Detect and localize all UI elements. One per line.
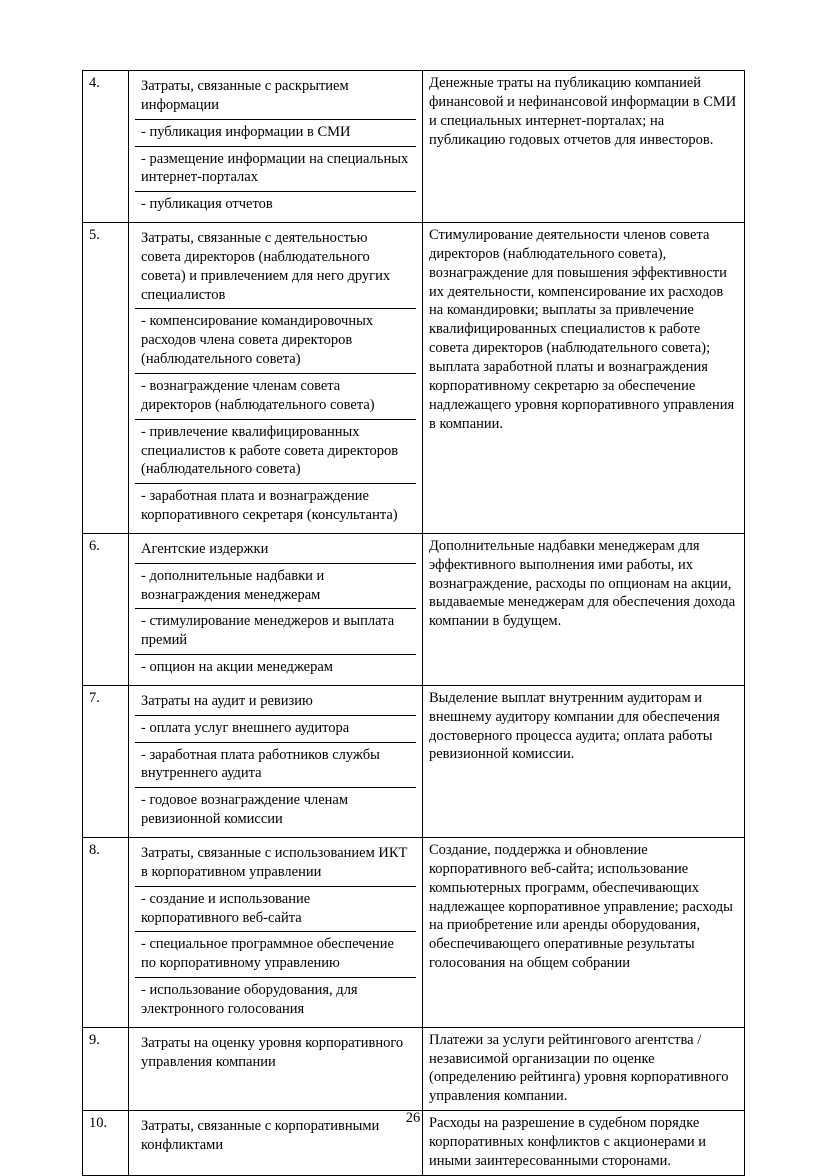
page-number: 26	[405, 1110, 421, 1126]
row-category	[129, 223, 423, 534]
row-number: 7.	[83, 685, 129, 837]
category-subitems	[135, 308, 416, 528]
cost-classification-table	[82, 70, 745, 1176]
list-item: - заработная плата работников службы внутреннего аудита	[135, 742, 416, 788]
list-item: - размещение информации на специальных интернет-порталах	[135, 146, 416, 192]
list-item: - опцион на акции менеджерам	[135, 654, 416, 681]
row-description: Стимулирование деятельности членов совета директоров (наблюдательного совета), вознаграждение для повышения эффективности их деятельности, компенсирование их расходов на командировки; выплаты за привлечение квалифицированных специалистов к работе совета директоров (наблюдательного совета); выплата заработной платы и вознаграждения корпоративному секретарю за обеспечение надлежащего уровня корпоративного управления в компании.	[423, 223, 745, 534]
table-row	[83, 223, 745, 534]
category-title: Затраты, связанные с деятельностью совета директоров (наблюдательного совета) и привлечением для него других специалистов	[141, 230, 391, 303]
list-item: - стимулирование менеджеров и выплата премий	[135, 608, 416, 654]
row-category	[129, 1027, 423, 1110]
category-subitems	[135, 886, 416, 1023]
row-number: 4.	[83, 71, 129, 223]
list-item: - компенсирование командировочных расходов члена совета директоров (наблюдательного совета)	[135, 308, 416, 373]
list-item: - создание и использование корпоративного веб-сайта	[135, 886, 416, 932]
table-row	[83, 685, 745, 837]
list-item: - специальное программное обеспечение по корпоративному управлению	[135, 931, 416, 977]
category-subitems	[135, 563, 416, 681]
row-category	[129, 838, 423, 1028]
list-item: - дополнительные надбавки и вознаграждения менеджерам	[135, 563, 416, 609]
list-item: - заработная плата и вознаграждение корпоративного секретаря (консультанта)	[135, 483, 416, 529]
list-item: - годовое вознаграждение членам ревизионной комиссии	[135, 787, 416, 833]
table-row	[83, 533, 745, 685]
list-item: - использование оборудования, для электронного голосования	[135, 977, 416, 1023]
category-subitems	[135, 119, 416, 218]
row-description: Дополнительные надбавки менеджерам для эффективного выполнения ими работы, их вознаграждение, расходы по опционам на акции, выдаваемые менеджерам для обеспечения дохода компании в будущем.	[423, 533, 745, 685]
row-description: Расходы на разрешение в судебном порядке корпоративных конфликтов с акционерами и иными заинтересованными сторонами.	[423, 1111, 745, 1176]
category-title: Затраты, связанные с корпоративными конфликтами	[141, 1118, 380, 1153]
row-number: 10.	[83, 1111, 129, 1176]
table-row	[83, 71, 745, 223]
list-item: - публикация отчетов	[135, 191, 416, 218]
category-subitems	[135, 715, 416, 833]
list-item: - публикация информации в СМИ	[135, 119, 416, 146]
row-description: Создание, поддержка и обновление корпоративного веб-сайта; использование компьютерных программ, обеспечивающих надлежащее корпоративное управление; расходы на приобретение или аренды оборудования, обеспечивающего оперативные результаты голосования на общем собрании	[423, 838, 745, 1028]
row-description: Денежные траты на публикацию компанией финансовой и нефинансовой информации в СМИ и специальных интернет-порталах; на публикацию годовых отчетов для инвесторов.	[423, 71, 745, 223]
table-row	[83, 838, 745, 1028]
category-title: Агентские издержки	[141, 540, 269, 557]
category-title: Затраты, связанные с использованием ИКТ в корпоративном управлении	[141, 845, 408, 880]
row-number: 9.	[83, 1027, 129, 1110]
row-number: 6.	[83, 533, 129, 685]
table-row	[83, 1027, 745, 1110]
row-category	[129, 71, 423, 223]
row-category	[129, 685, 423, 837]
list-item: - вознаграждение членам совета директоров (наблюдательного совета)	[135, 373, 416, 419]
list-item: - оплата услуг внешнего аудитора	[135, 715, 416, 742]
category-title: Затраты на оценку уровня корпоративного управления компании	[141, 1034, 404, 1070]
row-description: Выделение выплат внутренним аудиторам и внешнему аудитору компании для обеспечения достоверного процесса аудита; оплата работы ревизионной комиссии.	[423, 685, 745, 837]
list-item: - привлечение квалифицированных специалистов к работе совета директоров (наблюдательного совета)	[135, 419, 416, 484]
category-title: Затраты на аудит и ревизию	[141, 692, 313, 709]
row-category	[129, 533, 423, 685]
row-number: 8.	[83, 838, 129, 1028]
row-description: Платежи за услуги рейтингового агентства / независимой организации по оценке (определению рейтинга) уровня корпоративного управления компании.	[423, 1027, 745, 1110]
row-number: 5.	[83, 223, 129, 534]
category-title: Затраты, связанные с раскрытием информации	[141, 78, 349, 113]
